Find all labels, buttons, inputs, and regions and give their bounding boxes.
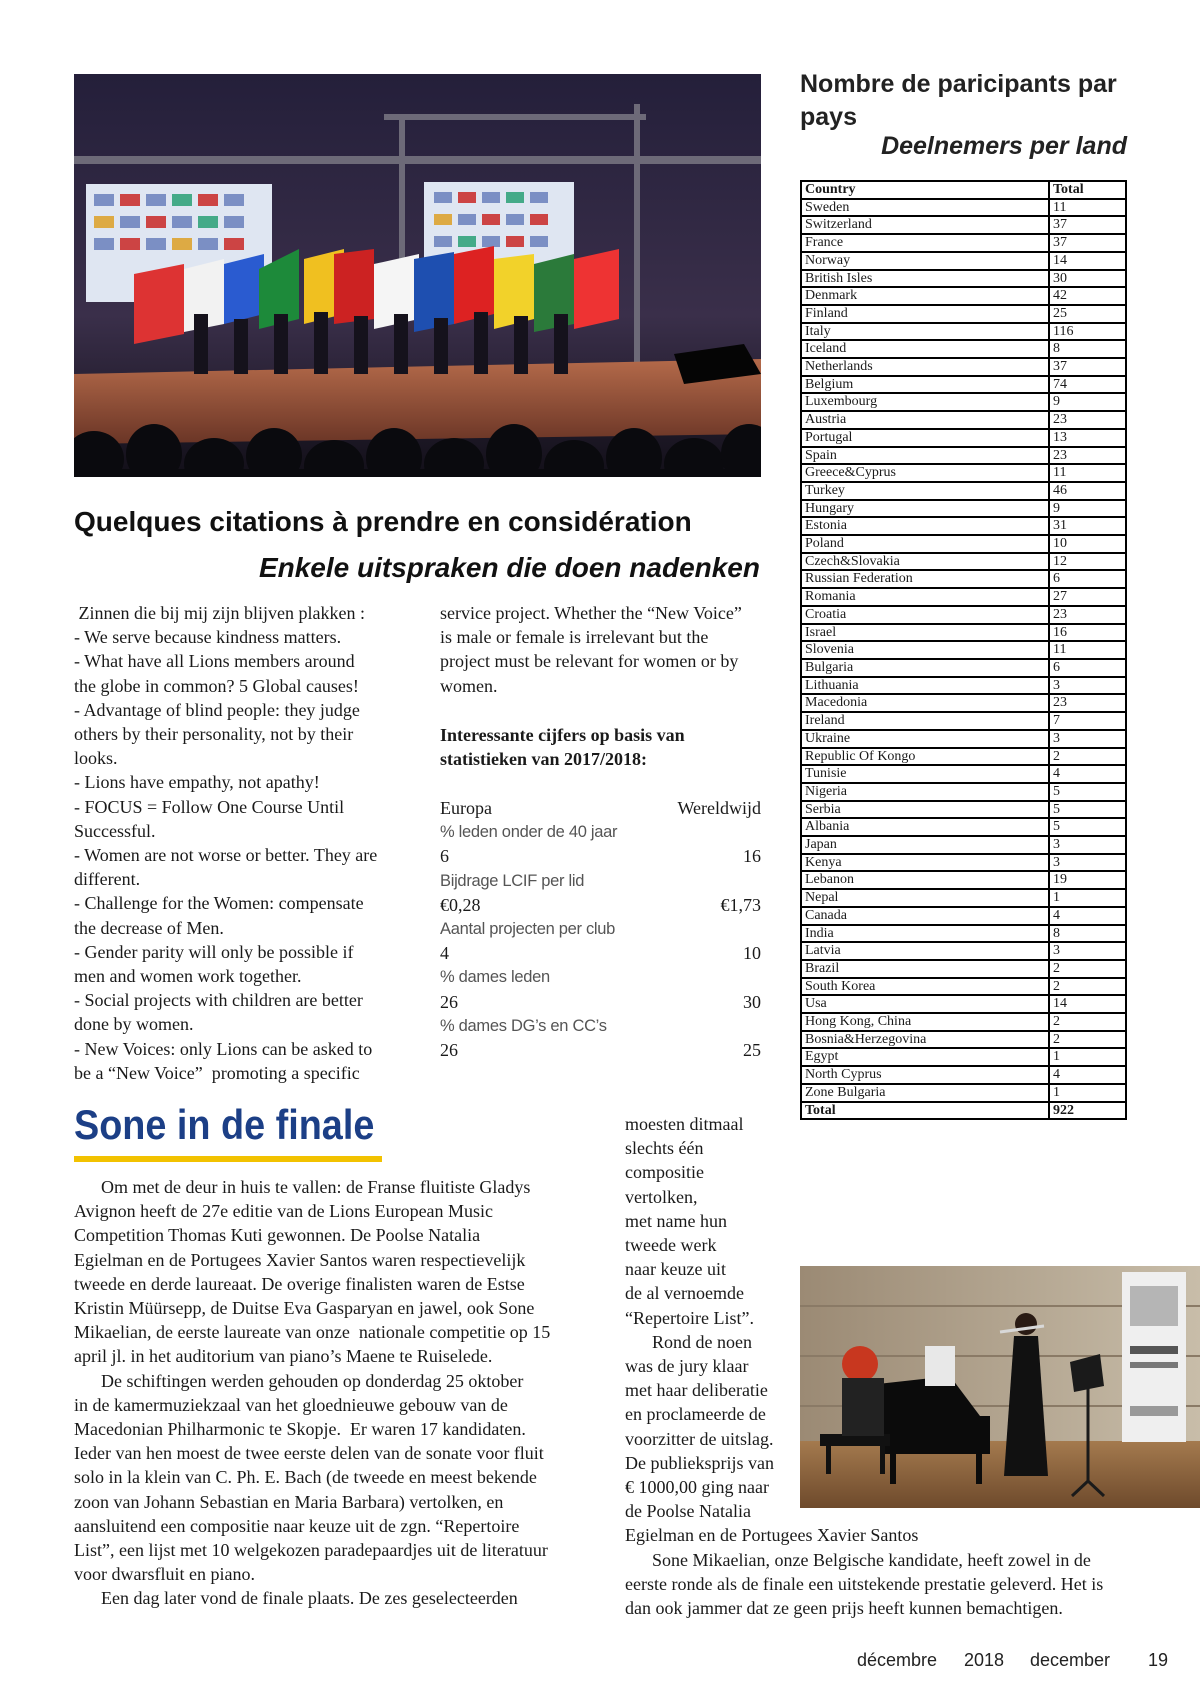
text-line: the globe in common? 5 Global causes!	[74, 675, 359, 696]
country-cell: Spain	[801, 447, 1049, 465]
country-cell: Netherlands	[801, 358, 1049, 376]
country-cell: Serbia	[801, 801, 1049, 819]
text-line: vertolken,	[625, 1186, 698, 1207]
total-cell: 116	[1049, 323, 1126, 341]
text-line: aansluitend een compositie naar keuze uit de zgn. “Repertoire	[74, 1515, 520, 1536]
total-cell: 2	[1049, 978, 1126, 996]
stats-europa-value: €0,28	[440, 894, 481, 915]
text-line: met name hun	[625, 1210, 727, 1231]
total-cell: 3	[1049, 854, 1126, 872]
table-row	[801, 1031, 1126, 1049]
total-cell: 6	[1049, 570, 1126, 588]
text-line: was de jury klaar	[625, 1356, 749, 1377]
text-line: “Repertoire List”.	[625, 1307, 754, 1328]
text-line: - FOCUS = Follow One Course Until	[74, 796, 345, 817]
text-line: - We serve because kindness matters.	[74, 627, 342, 648]
table-row	[801, 925, 1126, 943]
table-row	[801, 730, 1126, 748]
total-cell: 37	[1049, 358, 1126, 376]
quotes-heading-nl: Enkele uitspraken die doen nadenken	[258, 552, 760, 583]
total-cell: 12	[1049, 553, 1126, 571]
table-row	[801, 854, 1126, 872]
performance-photo	[800, 1266, 1200, 1508]
text-line: voorzitter de uitslag.	[625, 1428, 774, 1449]
table-row	[801, 252, 1126, 270]
participants-title-nl: Deelnemers per land	[881, 132, 1127, 160]
country-cell: Portugal	[801, 429, 1049, 447]
country-cell: Albania	[801, 818, 1049, 836]
text-line: tweede en derde laureaat. De overige finalisten waren de Estse	[74, 1273, 525, 1294]
total-label-cell: Total	[801, 1102, 1049, 1120]
country-cell: Canada	[801, 907, 1049, 925]
country-cell: Romania	[801, 588, 1049, 606]
text-line: eerste ronde als de finale een uitstekende prestatie geleverd. Het is	[625, 1573, 1104, 1594]
table-row	[801, 553, 1126, 571]
total-cell: 74	[1049, 376, 1126, 394]
country-cell: Hong Kong, China	[801, 1013, 1049, 1031]
country-cell: North Cyprus	[801, 1066, 1049, 1084]
country-cell: Ireland	[801, 712, 1049, 730]
country-cell: South Korea	[801, 978, 1049, 996]
stats-europa-value: 4	[440, 943, 449, 964]
quotes-column-1	[74, 601, 404, 1085]
table-row	[801, 234, 1126, 252]
total-cell: 46	[1049, 482, 1126, 500]
total-cell: 5	[1049, 783, 1126, 801]
text-line: Competition Thomas Kuti gewonnen. De Poolse Natalia	[74, 1225, 481, 1246]
table-row	[801, 871, 1126, 889]
text-line: Zinnen die bij mij zijn blijven plakken :	[74, 603, 365, 623]
country-cell: Lebanon	[801, 871, 1049, 889]
country-cell: Croatia	[801, 606, 1049, 624]
table-row	[801, 1066, 1126, 1084]
stats-europa-value: 26	[440, 1040, 458, 1061]
text-line: - Women are not worse or better. They are	[74, 845, 378, 866]
total-cell: 4	[1049, 1066, 1126, 1084]
stats-title-line: Interessante cijfers op basis van	[440, 725, 685, 745]
table-row	[801, 712, 1126, 730]
text-line: in de kamermuziekzaal van het gloednieuwe gebouw van de	[74, 1394, 508, 1415]
text-line: Om met de deur in huis te vallen: de Franse fluitiste Gladys	[74, 1177, 531, 1197]
text-line: De schiftingen werden gehouden op donderdag 25 oktober	[74, 1370, 524, 1391]
stats-wereld-value: €1,73	[720, 894, 761, 915]
text-line: Successful.	[74, 820, 156, 841]
country-cell: Bosnia&Herzegovina	[801, 1031, 1049, 1049]
total-cell: 1	[1049, 1084, 1126, 1102]
participants-table	[800, 180, 1127, 1120]
table-row	[801, 340, 1126, 358]
total-cell: 3	[1049, 942, 1126, 960]
text-line: en proclameerde de	[625, 1404, 766, 1425]
table-row	[801, 960, 1126, 978]
country-cell: Lithuania	[801, 677, 1049, 695]
table-row	[801, 765, 1126, 783]
table-header-row	[801, 181, 1126, 199]
article-title: Sone in de finale	[74, 1101, 375, 1148]
stats-value-row	[440, 1038, 761, 1062]
country-cell: Japan	[801, 836, 1049, 854]
table-row	[801, 1084, 1126, 1102]
country-cell: Luxembourg	[801, 393, 1049, 411]
country-cell: Poland	[801, 535, 1049, 553]
total-cell: 1	[1049, 1048, 1126, 1066]
country-cell: Usa	[801, 995, 1049, 1013]
country-cell: Italy	[801, 323, 1049, 341]
table-row	[801, 641, 1126, 659]
table-row	[801, 677, 1126, 695]
column-header-total: Total	[1049, 181, 1126, 199]
total-cell: 9	[1049, 500, 1126, 518]
table-row	[801, 889, 1126, 907]
stats-label: Bijdrage LCIF per lid	[440, 871, 585, 890]
total-cell: 31	[1049, 517, 1126, 535]
text-line: - Social projects with children are better	[74, 990, 363, 1011]
country-cell: Nepal	[801, 889, 1049, 907]
stats-wereld-value: 30	[743, 991, 761, 1012]
country-cell: Iceland	[801, 340, 1049, 358]
text-line: de al vernoemde	[625, 1283, 744, 1304]
text-line: others by their personality, not by their	[74, 724, 354, 745]
country-cell: Republic Of Kongo	[801, 748, 1049, 766]
text-line: Ieder van hen moest de twee eerste delen van de sonate voor fluit	[74, 1443, 544, 1464]
table-row	[801, 517, 1126, 535]
country-cell: Tunisie	[801, 765, 1049, 783]
country-cell: Finland	[801, 305, 1049, 323]
country-cell: Latvia	[801, 942, 1049, 960]
stats-label: % leden onder de 40 jaar	[440, 823, 618, 842]
table-row	[801, 199, 1126, 217]
total-cell: 2	[1049, 748, 1126, 766]
text-line: men and women work together.	[74, 966, 302, 987]
text-line: Kristin Müürsepp, de Duitse Eva Gasparyan en jawel, ook Sone	[74, 1298, 535, 1319]
ceremony-photo	[74, 74, 761, 477]
stats-label: % dames DG’s en CC’s	[440, 1016, 607, 1035]
total-cell: 37	[1049, 216, 1126, 234]
total-cell: 27	[1049, 588, 1126, 606]
total-cell: 2	[1049, 1031, 1126, 1049]
table-row	[801, 995, 1126, 1013]
total-cell: 3	[1049, 677, 1126, 695]
table-row	[801, 1048, 1126, 1066]
table-row	[801, 978, 1126, 996]
total-cell: 7	[1049, 712, 1126, 730]
text-line: Avignon heeft de 27e editie van de Lions European Music	[74, 1201, 494, 1222]
text-line: Egielman en de Portugees Xavier Santos	[625, 1525, 919, 1546]
text-line: List”, een lijst met 10 welgekozen paradepaardjes uit de literatuur	[74, 1540, 548, 1561]
text-line: € 1000,00 ging naar	[625, 1477, 769, 1498]
total-cell: 19	[1049, 871, 1126, 889]
total-cell: 14	[1049, 252, 1126, 270]
text-line: - Lions have empathy, not apathy!	[74, 772, 320, 793]
total-cell: 16	[1049, 624, 1126, 642]
text-line: dan ook jammer dat ze geen prijs heeft kunnen bemachtigen.	[625, 1598, 1063, 1619]
text-line: - Challenge for the Women: compensate	[74, 893, 364, 914]
stats-label: Aantal projecten per club	[440, 920, 616, 939]
footer-month-fr: décembre	[857, 1650, 938, 1670]
text-line: slechts één	[625, 1138, 704, 1159]
total-cell: 11	[1049, 641, 1126, 659]
table-row	[801, 429, 1126, 447]
stats-europa-value: 26	[440, 991, 458, 1012]
country-cell: Czech&Slovakia	[801, 553, 1049, 571]
country-cell: Slovenia	[801, 641, 1049, 659]
total-cell: 23	[1049, 447, 1126, 465]
total-cell: 23	[1049, 606, 1126, 624]
table-row	[801, 447, 1126, 465]
footer-page-number: 19	[1148, 1650, 1169, 1670]
text-line: naar keuze uit	[625, 1259, 726, 1280]
total-cell: 5	[1049, 801, 1126, 819]
total-cell: 11	[1049, 199, 1126, 217]
text-line: women.	[440, 675, 498, 696]
text-line: zoon van Johann Sebastian en Maria Barbara) vertolken, en	[74, 1491, 504, 1512]
text-line: Rond de noen	[625, 1331, 752, 1352]
text-line: looks.	[74, 748, 118, 769]
text-line: be a “New Voice” promoting a specific	[74, 1062, 360, 1083]
country-cell: Ukraine	[801, 730, 1049, 748]
country-cell: Norway	[801, 252, 1049, 270]
text-line: - What have all Lions members around	[74, 651, 355, 672]
text-line: moesten ditmaal	[625, 1114, 744, 1134]
table-row	[801, 907, 1126, 925]
table-row	[801, 570, 1126, 588]
text-line: de Poolse Natalia	[625, 1501, 751, 1522]
stats-header-europa: Europa	[440, 798, 492, 818]
stats-title-line: statistieken van 2017/2018:	[440, 749, 647, 770]
text-line: Een dag later vond de finale plaats. De zes geselecteerden	[74, 1588, 518, 1609]
table-row	[801, 376, 1126, 394]
text-line: project must be relevant for women or by	[440, 651, 739, 672]
total-cell: 5	[1049, 818, 1126, 836]
table-row	[801, 358, 1126, 376]
country-cell: Turkey	[801, 482, 1049, 500]
table-row	[801, 482, 1126, 500]
table-row	[801, 464, 1126, 482]
quotes-column-2	[440, 601, 762, 698]
table-row	[801, 801, 1126, 819]
country-cell: Switzerland	[801, 216, 1049, 234]
table-row	[801, 1013, 1126, 1031]
table-row	[801, 748, 1126, 766]
country-cell: Sweden	[801, 199, 1049, 217]
text-line: is male or female is irrelevant but the	[440, 627, 709, 648]
country-cell: Austria	[801, 411, 1049, 429]
text-line: done by women.	[74, 1014, 194, 1035]
table-row	[801, 287, 1126, 305]
country-cell: Zone Bulgaria	[801, 1084, 1049, 1102]
text-line: met haar deliberatie	[625, 1380, 768, 1401]
total-cell: 2	[1049, 960, 1126, 978]
text-line: Mikaelian, de eerste laureate van onze nationale competitie op 15	[74, 1322, 551, 1343]
text-line: Egielman en de Portugees Xavier Santos waren respectievelijk	[74, 1249, 526, 1270]
text-line: voor dwarsfluit en piano.	[74, 1564, 255, 1585]
total-cell: 14	[1049, 995, 1126, 1013]
country-cell: Kenya	[801, 854, 1049, 872]
text-line: - Advantage of blind people: they judge	[74, 699, 360, 720]
stats-value-row	[440, 990, 761, 1014]
article-title-underline	[74, 1156, 382, 1162]
text-line: - Gender parity will only be possible if	[74, 941, 354, 962]
text-line: tweede werk	[625, 1235, 717, 1256]
text-line: Sone Mikaelian, onze Belgische kandidate, heeft zowel in de	[625, 1549, 1091, 1570]
table-row	[801, 606, 1126, 624]
country-cell: Denmark	[801, 287, 1049, 305]
total-cell: 11	[1049, 464, 1126, 482]
text-line: april jl. in het auditorium van piano’s Maene te Ruiselede.	[74, 1346, 493, 1367]
column-header-country: Country	[801, 181, 1049, 199]
total-cell: 42	[1049, 287, 1126, 305]
total-cell: 25	[1049, 305, 1126, 323]
country-cell: Macedonia	[801, 694, 1049, 712]
country-cell: Estonia	[801, 517, 1049, 535]
stats-block	[440, 796, 761, 1062]
country-cell: France	[801, 234, 1049, 252]
country-cell: India	[801, 925, 1049, 943]
total-cell: 4	[1049, 765, 1126, 783]
stats-wereld-value: 16	[743, 846, 761, 867]
stats-value-row	[440, 844, 761, 868]
text-line: compositie	[625, 1162, 704, 1183]
total-cell: 3	[1049, 836, 1126, 854]
stats-wereld-value: 25	[743, 1040, 761, 1061]
quotes-heading-fr: Quelques citations à prendre en considération	[74, 506, 692, 537]
table-row	[801, 535, 1126, 553]
stats-value-row	[440, 893, 761, 917]
table-row	[801, 500, 1126, 518]
text-line: the decrease of Men.	[74, 917, 224, 938]
total-cell: 37	[1049, 234, 1126, 252]
country-cell: Israel	[801, 624, 1049, 642]
table-row	[801, 270, 1126, 288]
total-cell: 6	[1049, 659, 1126, 677]
table-row	[801, 783, 1126, 801]
text-line: De publieksprijs van	[625, 1452, 774, 1473]
country-cell: Greece&Cyprus	[801, 464, 1049, 482]
article-column-1	[74, 1175, 574, 1611]
total-cell: 1	[1049, 889, 1126, 907]
total-cell: 13	[1049, 429, 1126, 447]
stats-header-wereldwijd: Wereldwijd	[677, 798, 761, 818]
stats-header-row	[440, 796, 761, 820]
participants-title-fr: Nombre de paricipants par pays	[800, 70, 1117, 131]
table-row	[801, 694, 1126, 712]
table-row	[801, 216, 1126, 234]
stats-label: % dames leden	[440, 968, 550, 987]
stats-wereld-value: 10	[743, 943, 761, 964]
table-row	[801, 323, 1126, 341]
total-cell: 30	[1049, 270, 1126, 288]
stats-title	[440, 723, 762, 771]
total-value-cell: 922	[1049, 1102, 1126, 1120]
table-row	[801, 305, 1126, 323]
country-cell: Hungary	[801, 500, 1049, 518]
text-line: - New Voices: only Lions can be asked to	[74, 1038, 373, 1059]
text-line: service project. Whether the “New Voice”	[440, 603, 742, 623]
text-line: different.	[74, 869, 141, 890]
table-row	[801, 393, 1126, 411]
stats-value-row	[440, 941, 761, 965]
country-cell: Nigeria	[801, 783, 1049, 801]
table-row	[801, 836, 1126, 854]
footer-month-nl: december	[1030, 1650, 1111, 1670]
country-cell: Brazil	[801, 960, 1049, 978]
footer-year: 2018	[964, 1650, 1005, 1670]
text-line: Macedonian Philharmonic te Skopje. Er waren 17 kandidaten.	[74, 1419, 526, 1440]
total-cell: 23	[1049, 411, 1126, 429]
table-row	[801, 818, 1126, 836]
country-cell: Egypt	[801, 1048, 1049, 1066]
table-row	[801, 624, 1126, 642]
total-cell: 9	[1049, 393, 1126, 411]
country-cell: Bulgaria	[801, 659, 1049, 677]
table-row	[801, 942, 1126, 960]
total-cell: 8	[1049, 925, 1126, 943]
table-row	[801, 659, 1126, 677]
table-row	[801, 411, 1126, 429]
text-line: solo in la klein van C. Ph. E. Bach (de tweede en meest bekende	[74, 1467, 537, 1488]
total-cell: 2	[1049, 1013, 1126, 1031]
total-cell: 8	[1049, 340, 1126, 358]
stats-europa-value: 6	[440, 846, 449, 867]
total-cell: 10	[1049, 535, 1126, 553]
total-cell: 23	[1049, 694, 1126, 712]
country-cell: British Isles	[801, 270, 1049, 288]
total-cell: 4	[1049, 907, 1126, 925]
country-cell: Belgium	[801, 376, 1049, 394]
total-cell: 3	[1049, 730, 1126, 748]
country-cell: Russian Federation	[801, 570, 1049, 588]
table-row	[801, 588, 1126, 606]
